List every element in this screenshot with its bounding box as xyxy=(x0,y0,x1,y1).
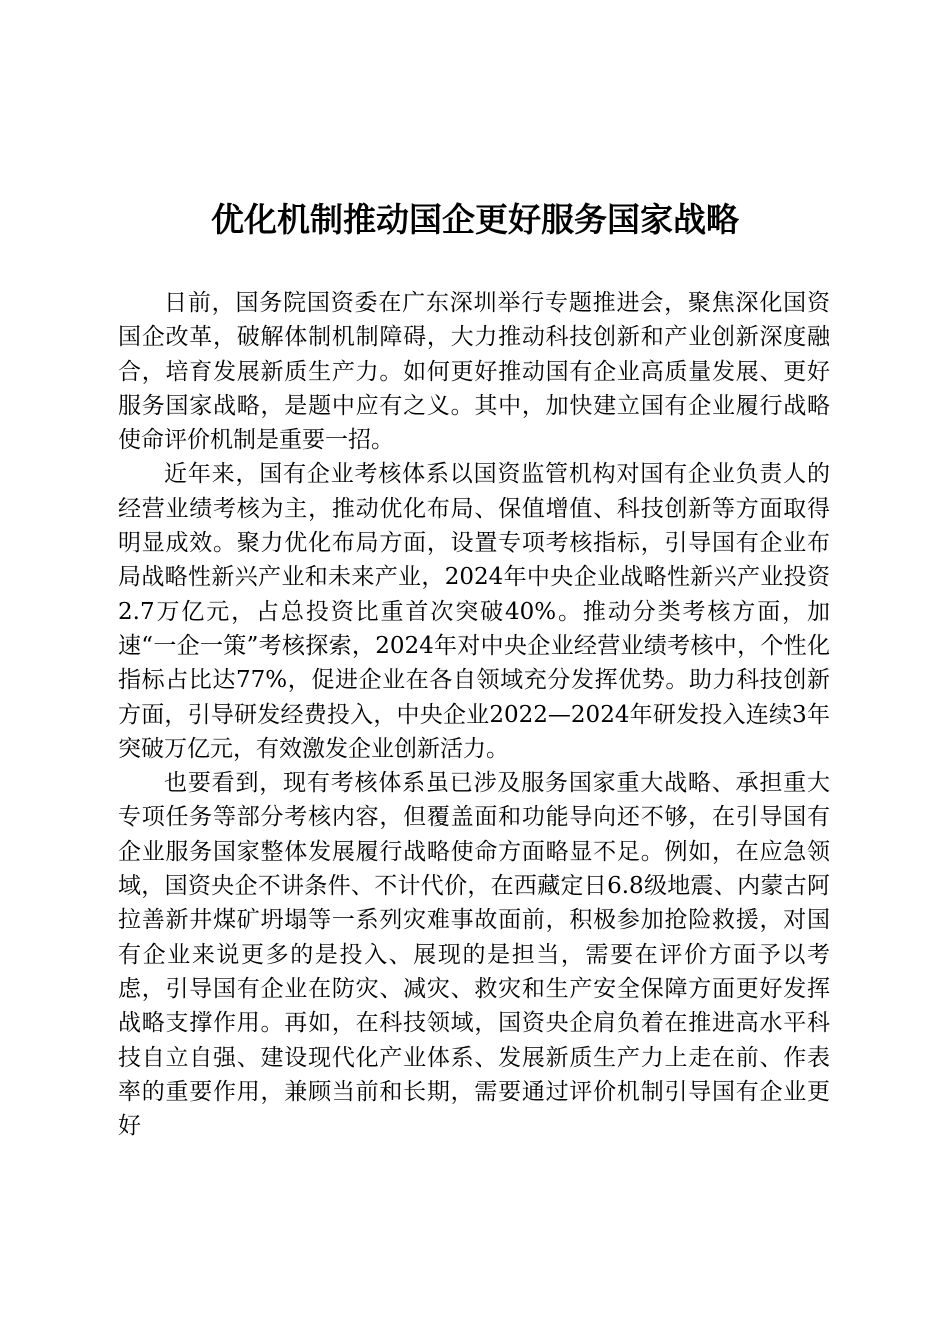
paragraph-1: 日前，国务院国资委在广东深圳举行专题推进会，聚焦深化国资国企改革，破解体制机制障碍，大力推动科技创新和产业创新深度融合，培育发展新质生产力。如何更好推动国有企业高质量发展、更好服务国家战略，是题中应有之义。其中，加快建立国有企业履行战略使命评价机制是重要一招。 xyxy=(118,290,830,454)
paragraph-2: 近年来，国有企业考核体系以国资监管机构对国有企业负责人的经营业绩考核为主，推动优化布局、保值增值、科技创新等方面取得明显成效。聚力优化布局方面，设置专项考核指标，引导国有企业布局战略性新兴产业和未来产业，2024年中央企业战略性新兴产业投资2.7万亿元，占总投资比重首次突破40%。推动分类考核方面，加速“一企一策”考核探索，2024年对中央企业经营业绩考核中，个性化指标占比达77%，促进企业在各自领域充分发挥优势。助力科技创新方面，引导研发经费投入，中央企业2022—2024年研发投入连续3年突破万亿元，有效激发企业创新活力。 xyxy=(118,461,830,762)
document-title: 优化机制推动国企更好服务国家战略 xyxy=(211,200,739,239)
paragraph-3: 也要看到，现有考核体系虽已涉及服务国家重大战略、承担重大专项任务等部分考核内容，但覆盖面和功能导向还不够，在引导国有企业服务国家整体发展履行战略使命方面略显不足。例如，在应急领域，国资央企不讲条件、不计代价，在西藏定日6.8级地震、内蒙古阿拉善新井煤矿坍塌等一系列灾难事故面前，积极参加抢险救援，对国有企业来说更多的是投入、展现的是担当，需要在评价方面予以考虑，引导国有企业在防灾、减灾、救灾和生产安全保障方面更好发挥战略支撑作用。再如，在科技领域，国资央企肩负着在推进高水平科技自立自强、建设现代化产业体系、发展新质生产力上走在前、作表率的重要作用，兼顾当前和长期，需要通过评价机制引导国有企业更好 xyxy=(118,770,830,1140)
document-body xyxy=(118,286,830,1143)
